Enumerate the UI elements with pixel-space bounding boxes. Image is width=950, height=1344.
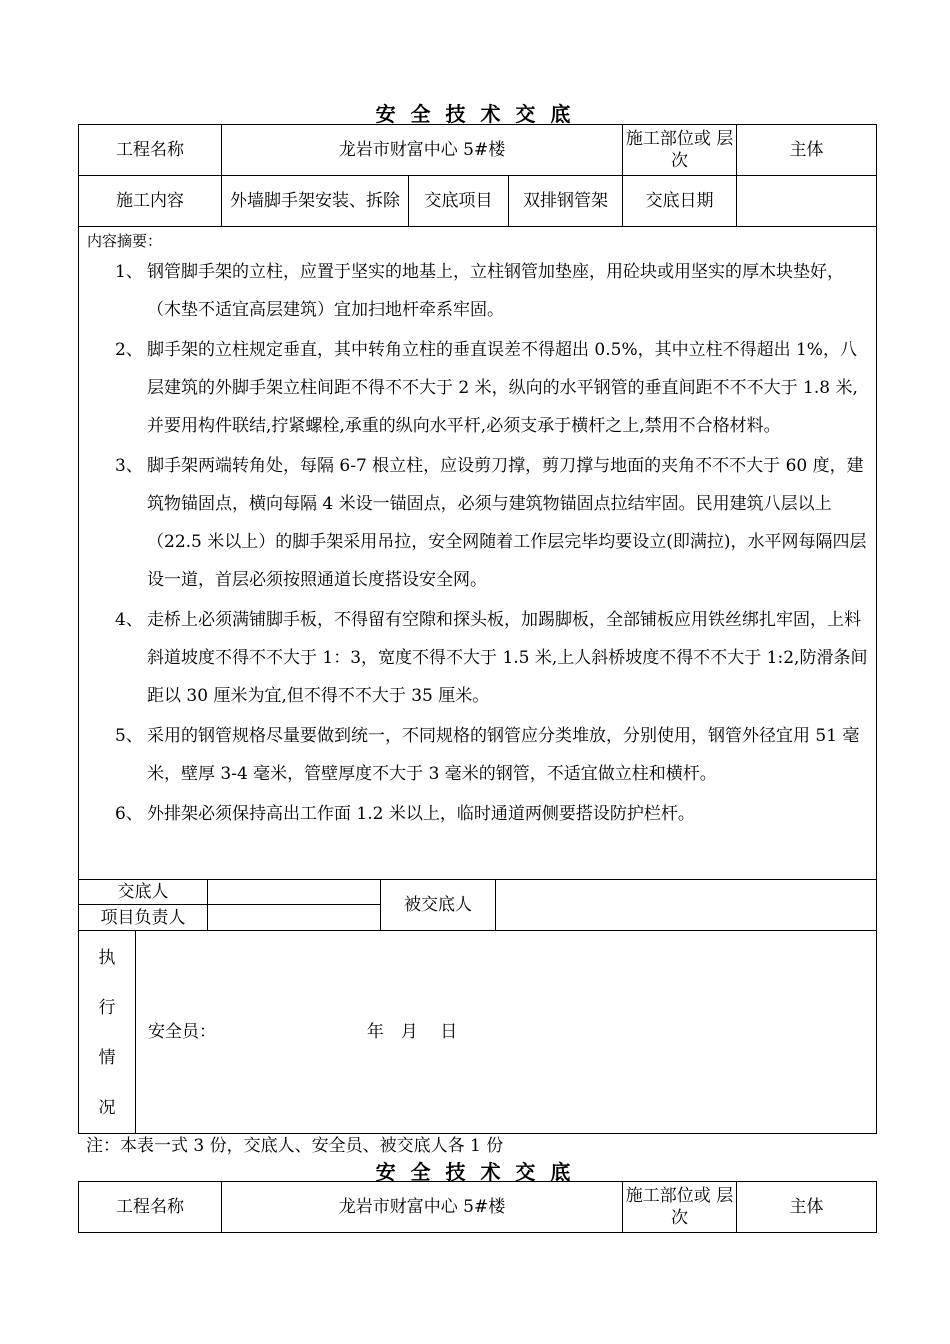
item-number: 6、 [115,804,143,824]
header-table [78,124,877,880]
item-label: 交底项目 [409,176,509,227]
location-label: 施工部位或 层次 [623,125,737,176]
item-text: 采用的钢管规格尽量要做到统一，不同规格的钢管应分类堆放，分别使用，钢管外径宜用 51 毫米，壁厚 3-4 毫米，管壁厚度不大于 3 毫米的钢管，不适宜做立柱和横杆。 [147,726,860,784]
second-header-table [78,1181,877,1233]
list-item [87,717,868,793]
project-name-label: 工程名称 [79,1182,222,1233]
execution-char: 情 [98,1048,116,1068]
execution-char: 执 [98,948,116,968]
project-name-label: 工程名称 [79,125,222,176]
item-text: 钢管脚手架的立柱，应置于坚实的地基上，立柱钢管加垫座，用砼块或用坚实的厚木块垫好，（木垫不适宜高层建筑）宜加扫地杆牵系牢固。 [147,262,844,320]
signature-table [78,879,877,931]
item-number: 3、 [115,456,143,476]
discloser-signature[interactable] [208,880,381,905]
item-number: 2、 [115,340,143,360]
document-title: 安 全 技 术 交 底 [375,102,575,126]
recipient-signature[interactable] [496,880,877,931]
second-document-title: 安 全 技 术 交 底 [375,1160,575,1184]
location-label: 施工部位或 层次 [623,1182,737,1233]
content-summary [79,227,877,880]
list-item [87,795,868,833]
project-lead-label: 项目负责人 [79,905,208,931]
list-item [87,447,868,599]
summary-label: 内容摘要： [87,232,163,250]
list-item [87,331,868,445]
footnote: 注：本表一式 3 份，交底人、安全员、被交底人各 1 份 [86,1136,504,1156]
recipient-label: 被交底人 [381,880,496,931]
item-number: 4、 [115,610,143,630]
work-content-label: 施工内容 [79,176,222,227]
item-number: 5、 [115,726,143,746]
item-value: 双排钢管架 [509,176,623,227]
date-label: 交底日期 [623,176,737,227]
item-text: 走桥上必须满铺脚手板，不得留有空隙和探头板，加踢脚板，全部铺板应用铁丝绑扎牢固，上料斜道坡度不得不不大于 1：3，宽度不得不大于 1.5 米,上人斜桥坡度不得不不大于 1:2,防滑条间距以 30 厘米为宜,但不得不不大于 35 厘米。 [147,610,868,706]
list-item [87,601,868,715]
safety-officer-label: 安全员： [148,1022,216,1042]
date-value [737,176,877,227]
location-value: 主体 [737,125,877,176]
execution-table [78,930,877,1134]
project-name-value: 龙岩市财富中心 5#楼 [222,1182,623,1233]
location-value: 主体 [737,1182,877,1233]
project-lead-signature[interactable] [208,905,381,931]
work-content-value: 外墙脚手架安装、拆除 [222,176,409,227]
item-text: 脚手架的立柱规定垂直，其中转角立柱的垂直误差不得超出 0.5%，其中立柱不得超出 1%，八层建筑的外脚手架立柱间距不得不不大于 2 米，纵向的水平钢管的垂直间距不不不大于 1.8 米,并要用构件联结,拧紧螺栓,承重的纵向水平杆,必须支承于横杆之上,禁用不合格材料。 [147,340,858,436]
discloser-label: 交底人 [79,880,208,905]
execution-content [136,931,877,1134]
execution-char: 行 [98,998,116,1018]
item-text: 外排架必须保持高出工作面 1.2 米以上，临时通道两侧要搭设防护栏杆。 [147,804,695,824]
item-number: 1、 [115,262,143,282]
item-text: 脚手架两端转角处，每隔 6-7 根立柱，应设剪刀撑，剪刀撑与地面的夹角不不不大于 60 度，建筑物锚固点，横向每隔 4 米设一锚固点，必须与建筑物锚固点拉结牢固。民用建筑八层以上（22.5 米以上）的脚手架采用吊拉，安全网随着工作层完毕均要设立(即满拉)，水平网每隔四层设一道，首层必须按照通道长度搭设安全网。 [147,456,867,590]
execution-label [79,931,136,1134]
project-name-value: 龙岩市财富中心 5#楼 [222,125,623,176]
execution-char: 况 [98,1098,116,1118]
execution-date: 年 月 日 [366,1022,458,1042]
list-item [87,253,868,329]
